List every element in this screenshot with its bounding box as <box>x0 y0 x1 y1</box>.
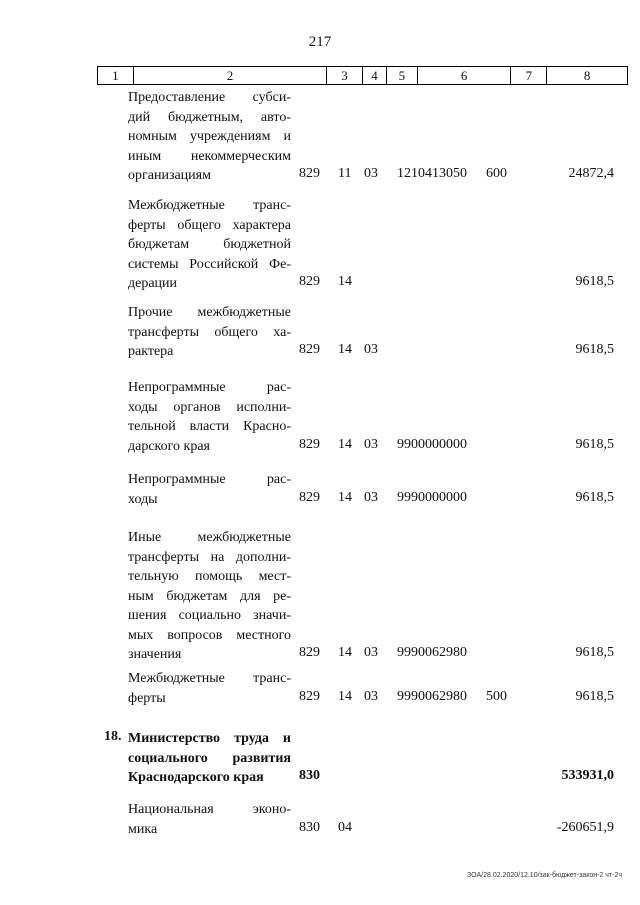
cell-c8: -260651,9 <box>556 819 614 835</box>
cell-c4: 11 <box>338 166 352 181</box>
row-name <box>128 196 291 294</box>
cell-c8: 533931,0 <box>561 768 614 783</box>
row-name <box>128 470 291 509</box>
cell-c5: 03 <box>364 342 378 357</box>
row-name-line: Министерство труда и <box>128 731 291 746</box>
header-col-6: 6 <box>418 67 512 84</box>
header-col-7: 7 <box>511 67 547 84</box>
cell-c5: 03 <box>364 645 378 660</box>
cell-c3: 829 <box>299 166 320 181</box>
footer-reference: ЗОА/28.02.2020/12.10/зак-бюджет-закон-2 чт-2ч <box>467 872 622 879</box>
row-name-line: ферты общего характера <box>128 217 291 233</box>
row-name-line: трансферты общего ха- <box>128 324 291 340</box>
row-name-line: Иные межбюджетные <box>128 530 291 545</box>
cell-c4: 14 <box>338 688 352 704</box>
cell-c3: 829 <box>299 436 320 452</box>
row-name-line: Непрограммные рас- <box>128 380 291 395</box>
row-name-line: ходы <box>128 491 158 507</box>
cell-c3: 829 <box>299 489 320 505</box>
cell-c3: 830 <box>299 819 320 835</box>
row-name-line: номным учреждениям и <box>128 129 291 144</box>
cell-c3: 829 <box>299 274 320 289</box>
row-name-line: Предоставление субси- <box>128 90 291 105</box>
table-header <box>97 66 628 85</box>
cell-c4: 14 <box>338 436 352 452</box>
row-name-line: иным некоммерческим <box>128 148 291 164</box>
row-name-line: Межбюджетные транс- <box>128 671 291 686</box>
cell-c5: 03 <box>364 688 378 704</box>
row-name-line: тельную помощь мест- <box>128 569 291 584</box>
row-name-line: рактера <box>128 344 174 359</box>
cell-c8: 9618,5 <box>575 274 614 289</box>
row-name-line: дий бюджетным, авто- <box>128 109 291 125</box>
row-name <box>128 528 291 665</box>
cell-c3: 829 <box>299 342 320 357</box>
row-name <box>128 88 291 186</box>
cell-c3: 829 <box>299 688 320 704</box>
cell-c5: 03 <box>364 436 378 452</box>
cell-c6: 9990062980 <box>397 688 467 704</box>
row-name-line: значения <box>128 647 182 662</box>
row-name-line: социального развития <box>128 750 291 766</box>
row-name-line: системы Российской Фе- <box>128 256 291 272</box>
cell-c3: 829 <box>299 645 320 660</box>
cell-c5: 03 <box>364 166 378 181</box>
row-name-line: Национальная эконо- <box>128 802 291 817</box>
cell-c8: 9618,5 <box>575 436 614 452</box>
row-name-line: ходы органов исполни- <box>128 399 291 415</box>
cell-c8: 9618,5 <box>575 645 614 660</box>
row-name-line: шения социально значи- <box>128 608 291 623</box>
cell-c7: 500 <box>486 688 507 704</box>
row-name-line: Прочие межбюджетные <box>128 305 291 320</box>
cell-c4: 04 <box>338 819 352 835</box>
cell-c3: 830 <box>299 768 320 783</box>
section-number: 18. <box>104 729 122 744</box>
row-name <box>128 800 291 839</box>
row-name-line: бюджетам бюджетной <box>128 237 291 252</box>
header-col-5: 5 <box>387 67 418 84</box>
cell-c8: 9618,5 <box>575 489 614 505</box>
cell-c8: 9618,5 <box>575 688 614 704</box>
cell-c7: 600 <box>486 166 507 181</box>
cell-c8: 24872,4 <box>568 166 614 181</box>
row-name-line: мых вопросов местного <box>128 627 291 643</box>
row-name-line: ферты <box>128 690 166 706</box>
row-name <box>128 729 291 788</box>
cell-c4: 14 <box>338 342 352 357</box>
row-name-line: дерации <box>128 276 178 291</box>
cell-c6: 9990000000 <box>397 489 467 505</box>
header-col-8: 8 <box>583 68 591 83</box>
header-col-3: 3 <box>327 67 363 84</box>
row-name-line: тельной власти Красно- <box>128 419 291 434</box>
row-name <box>128 303 291 362</box>
header-col-4: 4 <box>363 67 387 84</box>
row-name-line: Непрограммные рас- <box>128 472 291 487</box>
cell-c5: 03 <box>364 489 378 505</box>
row-name-line: трансферты на дополни- <box>128 549 291 565</box>
row-name-line: Межбюджетные транс- <box>128 198 291 213</box>
cell-c4: 14 <box>338 489 352 505</box>
row-name-line: организациям <box>128 168 211 183</box>
cell-c6: 9900000000 <box>397 436 467 452</box>
cell-c8: 9618,5 <box>575 342 614 357</box>
row-name-line: Краснодарского края <box>128 770 264 785</box>
row-name <box>128 669 291 708</box>
cell-c4: 14 <box>338 274 352 289</box>
row-name-line: дарского края <box>128 438 210 454</box>
header-col-1: 1 <box>98 67 134 84</box>
row-name <box>128 378 291 456</box>
row-name-line: мика <box>128 821 158 837</box>
header-col-2: 2 <box>134 67 327 84</box>
page-number: 217 <box>308 34 332 50</box>
row-name-line: ным бюджетам для ре- <box>128 588 291 604</box>
cell-c6: 9990062980 <box>397 645 467 660</box>
cell-c4: 14 <box>338 645 352 660</box>
cell-c6: 1210413050 <box>397 166 467 181</box>
